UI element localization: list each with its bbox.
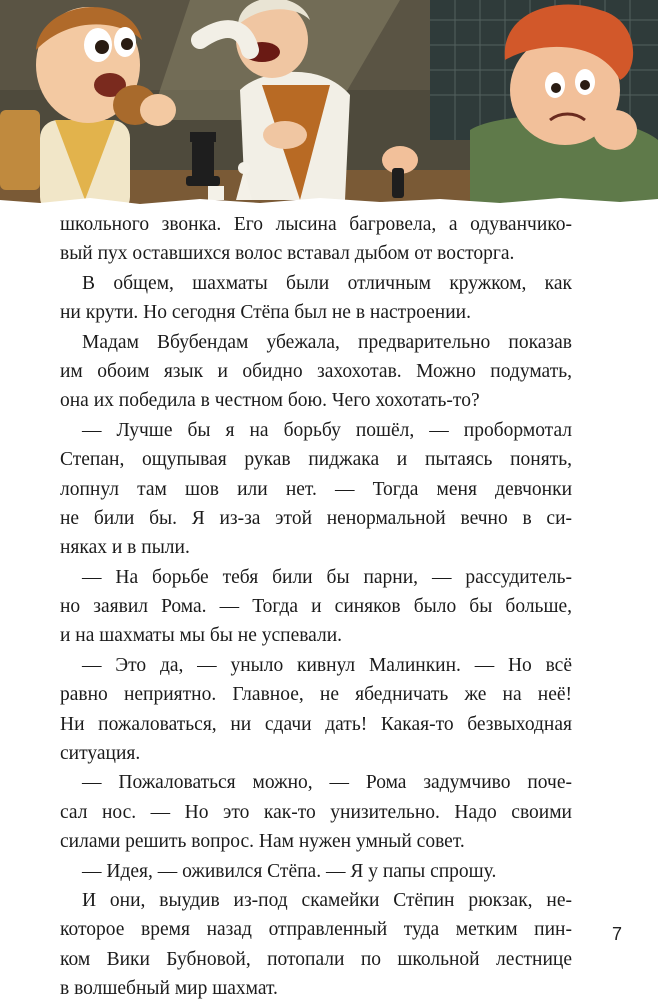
text-line-2: В общем, шахматы были отличным кружком, как xyxy=(82,272,572,294)
text-line-9: лопнул там шов или нет. — Тогда меня девчонки xyxy=(60,478,572,500)
text-line-19: — Пожаловаться можно, — Рома задумчиво поче- xyxy=(82,772,572,794)
text-line-6: она их победила в честном бою. Чего хохотать-то? xyxy=(60,390,480,412)
text-line-22: — Идея, — оживился Стёпа. — Я у папы спрошу. xyxy=(82,860,497,882)
text-line-20: сал нос. — Но это как-то унизительно. Надо своими xyxy=(60,801,572,823)
text-line-1: вый пух оставшихся волос вставал дыбом от восторга. xyxy=(60,243,515,265)
page-number: 7 xyxy=(612,924,623,944)
text-line-23: И они, выудив из-под скамейки Стёпин рюкзак, не- xyxy=(82,889,572,911)
text-line-16: равно неприятно. Главное, не ябедничать же на неё! xyxy=(60,684,572,706)
text-line-18: ситуация. xyxy=(60,743,141,765)
chapter-illustration xyxy=(0,0,658,215)
text-line-11: няках и в пыли. xyxy=(60,537,190,559)
text-line-13: но заявил Рома. — Тогда и синяков было бы больше, xyxy=(60,596,572,618)
text-line-10: не били бы. Я из-за этой ненормальной вечно в си- xyxy=(60,507,572,529)
text-line-12: — На борьбе тебя били бы парни, — рассудитель- xyxy=(82,566,572,588)
text-line-24: которое время назад отправленный туда метким пин- xyxy=(60,919,572,941)
illustration-art xyxy=(0,0,658,215)
text-line-26: в волшебный мир шахмат. xyxy=(60,978,278,1000)
text-line-14: и на шахматы мы бы не успевали. xyxy=(60,625,343,647)
story-text xyxy=(60,210,572,1004)
text-line-21: силами решить вопрос. Нам нужен умный совет. xyxy=(60,831,465,853)
text-line-17: Ни пожаловаться, ни сдачи дать! Какая-то безвыходная xyxy=(60,713,572,735)
text-line-3: ни крути. Но сегодня Стёпа был не в настроении. xyxy=(60,302,471,324)
text-line-15: — Это да, — уныло кивнул Малинкин. — Но всё xyxy=(82,654,572,676)
text-line-7: — Лучше бы я на борьбу пошёл, — пробормотал xyxy=(82,419,572,441)
text-line-5: им обоим язык и обидно захохотав. Можно подумать, xyxy=(60,360,572,382)
text-line-4: Мадам Вбубендам убежала, предварительно показав xyxy=(82,331,572,353)
text-line-0: школьного звонка. Его лысина багровела, а одуванчико- xyxy=(60,214,572,235)
text-line-25: ком Вики Бубновой, потопали по школьной лестнице xyxy=(60,948,572,970)
text-line-8: Степан, ощупывая рукав пиджака и пытаясь понять, xyxy=(60,449,572,471)
